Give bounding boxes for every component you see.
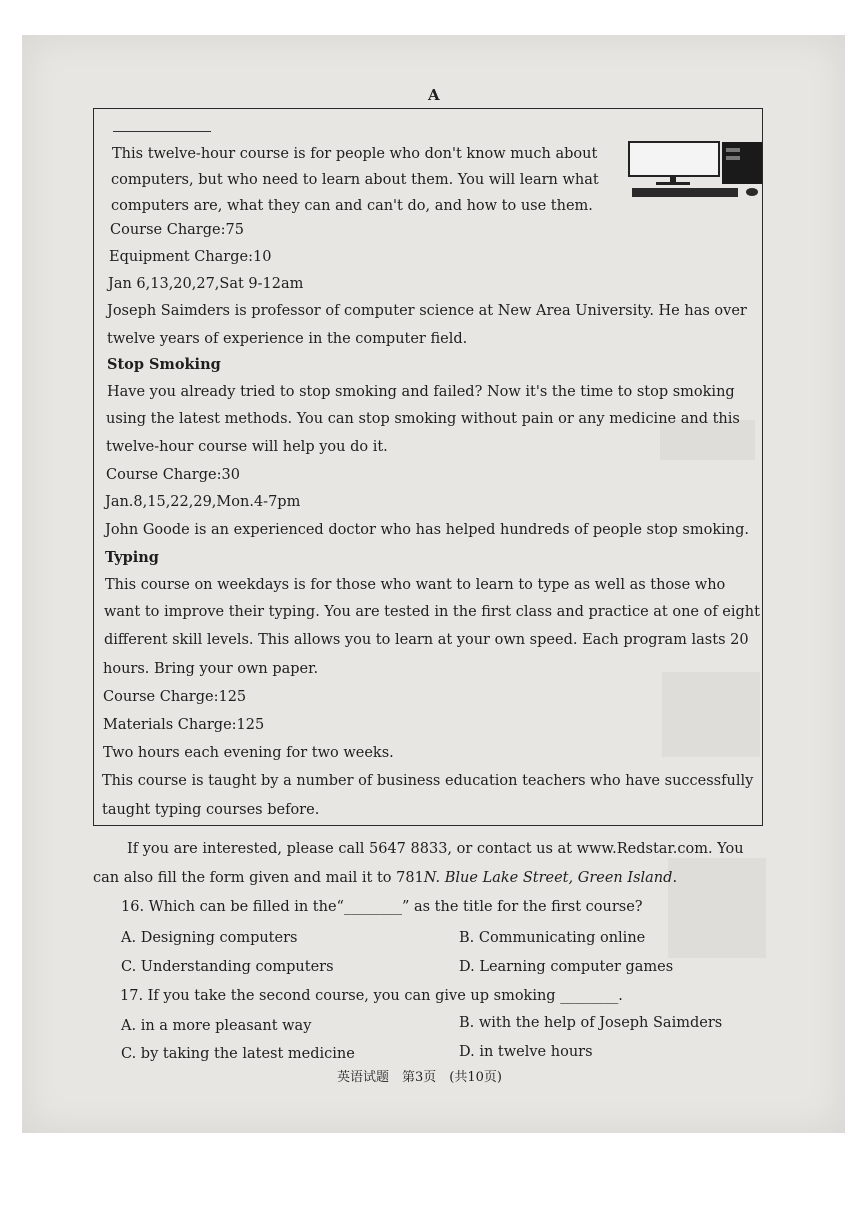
- q16-option-c: C. Understanding computers: [121, 959, 334, 975]
- course3-title: Typing: [105, 549, 159, 566]
- course1-charge: Course Charge:75: [110, 222, 244, 238]
- q16-option-d: D. Learning computer games: [459, 959, 674, 975]
- q17-option-b: B. with the help of Joseph Saimders: [459, 1015, 723, 1031]
- q16-option-a: A. Designing computers: [121, 930, 298, 946]
- course1-teacher: Joseph Saimders is professor of computer science at New Area University. He has over: [107, 303, 747, 319]
- q16-option-b: B. Communicating online: [459, 930, 646, 946]
- course3-line: different skill levels. This allows you to learn at your own speed. Each program lasts 20: [104, 632, 749, 648]
- course3-charge: Course Charge:125: [103, 689, 247, 705]
- page-footer: 英语试题 第3页 (共10页): [337, 1070, 502, 1085]
- course3-teacher: This course is taught by a number of business education teachers who have successfully: [102, 773, 754, 789]
- course3-materials-charge: Materials Charge:125: [103, 717, 265, 733]
- q17-option-d: D. in twelve hours: [459, 1044, 593, 1060]
- contact-suffix: .: [672, 870, 678, 886]
- q17-option-c: C. by taking the latest medicine: [121, 1046, 355, 1062]
- contact-address: N. Blue Lake Street, Green Island: [423, 870, 673, 886]
- title-blank: [113, 131, 211, 132]
- contact-prefix: can also fill the form given and mail it to 781: [93, 870, 424, 886]
- course3-line: hours. Bring your own paper.: [103, 661, 319, 677]
- course3-line: This course on weekdays is for those who want to learn to type as well as those who: [105, 577, 726, 593]
- course1-teacher: twelve years of experience in the computer field.: [107, 331, 468, 347]
- q17-stem: 17. If you take the second course, you can give up smoking ________.: [120, 988, 623, 1004]
- contact-line-2: [93, 869, 677, 887]
- course1-line: computers are, what they can and can't do, and how to use them.: [111, 198, 593, 214]
- course3-teacher: taught typing courses before.: [102, 802, 320, 818]
- course3-duration: Two hours each evening for two weeks.: [103, 745, 394, 761]
- section-letter: A: [428, 86, 440, 104]
- q16-stem: 16. Which can be filled in the“________” as the title for the first course?: [121, 899, 643, 915]
- course1-line: This twelve-hour course is for people who don't know much about: [112, 146, 598, 162]
- bleed-through-image: [668, 858, 766, 958]
- course1-equipment-charge: Equipment Charge:10: [109, 249, 272, 265]
- q17-option-a: A. in a more pleasant way: [121, 1018, 312, 1034]
- course2-schedule: Jan.8,15,22,29,Mon.4-7pm: [105, 494, 301, 510]
- course2-teacher: John Goode is an experienced doctor who has helped hundreds of people stop smoking.: [105, 522, 750, 538]
- computer-illustration: [626, 140, 766, 202]
- course2-line: Have you already tried to stop smoking and failed? Now it's the time to stop smoking: [107, 384, 735, 400]
- contact-line: If you are interested, please call 5647 8833, or contact us at www.Redstar.com. You: [127, 841, 744, 857]
- course1-schedule: Jan 6,13,20,27,Sat 9-12am: [108, 276, 304, 292]
- course2-charge: Course Charge:30: [106, 467, 240, 483]
- course2-title: Stop Smoking: [107, 356, 221, 373]
- course2-line: twelve-hour course will help you do it.: [106, 439, 388, 455]
- course1-line: computers, but who need to learn about them. You will learn what: [111, 172, 599, 188]
- course3-line: want to improve their typing. You are tested in the first class and practice at one of eight: [104, 604, 760, 620]
- course2-line: using the latest methods. You can stop smoking without pain or any medicine and this: [106, 411, 740, 427]
